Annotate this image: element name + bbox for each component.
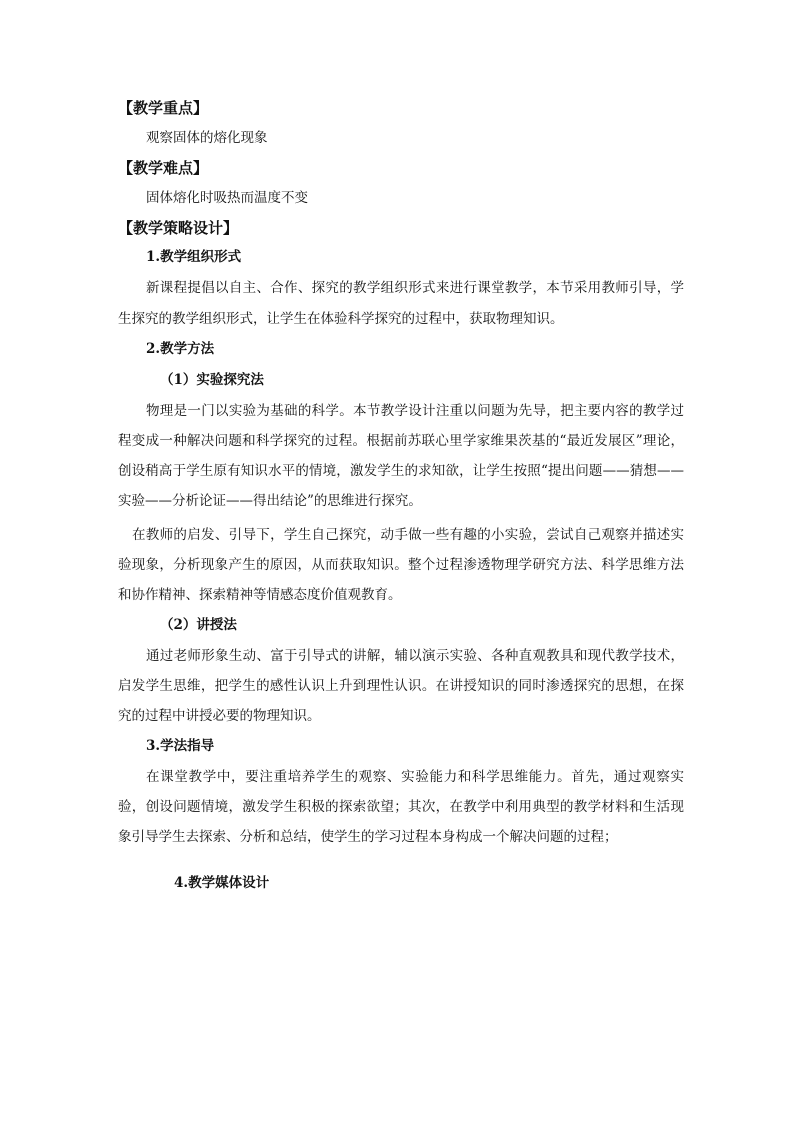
- subheading-method: 2.教学方法: [146, 341, 215, 357]
- key-point-text: 观察固体的熔化现象: [146, 130, 268, 146]
- organization-paragraph: 新课程提倡以自主、合作、探究的教学组织形式来进行课堂教学，本节采用教师引导，学生探究的教学组织形式，让学生在体验科学探究的过程中，获取物理知识。: [118, 280, 684, 327]
- experiment-paragraph-2: 在教师的启发、引导下，学生自己探究，动手做一些有趣的小实验，尝试自己观察并描述实验现象，分析现象产生的原因，从而获取知识。整个过程渗透物理学研究方法、科学思维方法和协作精神、探索精神等情感态度价值观教育。: [118, 527, 684, 603]
- lecture-paragraph: 通过老师形象生动、富于引导式的讲解，辅以演示实验、各种直观教具和现代教学技术，启发学生思维，把学生的感性认识上升到理性认识。在讲授知识的同时渗透探究的思想，在探究的过程中讲授必要的物理知识。: [118, 648, 684, 724]
- subheading-lecture: （2）讲授法: [160, 617, 237, 633]
- study-guide-paragraph: 在课堂教学中，要注重培养学生的观察、实验能力和科学思维能力。首先，通过观察实验，创设问题情境，激发学生积极的探索欲望；其次，在教学中利用典型的教学材料和生活现象引导学生去探索、分析和总结，使学生的学习过程本身构成一个解决问题的过程；: [118, 769, 684, 845]
- subheading-experiment: （1）实验探究法: [160, 372, 264, 388]
- difficulty-text: 固体熔化时吸热而温度不变: [146, 190, 308, 206]
- document-body: [118, 94, 684, 913]
- experiment-paragraph-1: 物理是一门以实验为基础的科学。本节教学设计注重以问题为先导，把主要内容的教学过程变成一种解决问题和科学探究的过程。根据前苏联心里学家维果茨基的“最近发展区”理论，创设稍高于学生原有知识水平的情境，激发学生的求知欲，让学生按照“提出问题——猜想——实验——分析论证——得出结论”的思维进行探究。: [118, 403, 684, 509]
- subheading-organization: 1.教学组织形式: [146, 249, 242, 265]
- heading-strategy: 【教学策略设计】: [118, 219, 239, 237]
- heading-key-point: 【教学重点】: [118, 99, 209, 117]
- subheading-study-guide: 3.学法指导: [146, 738, 215, 754]
- heading-difficulty: 【教学难点】: [118, 159, 209, 177]
- subheading-media: 4.教学媒体设计: [174, 875, 270, 891]
